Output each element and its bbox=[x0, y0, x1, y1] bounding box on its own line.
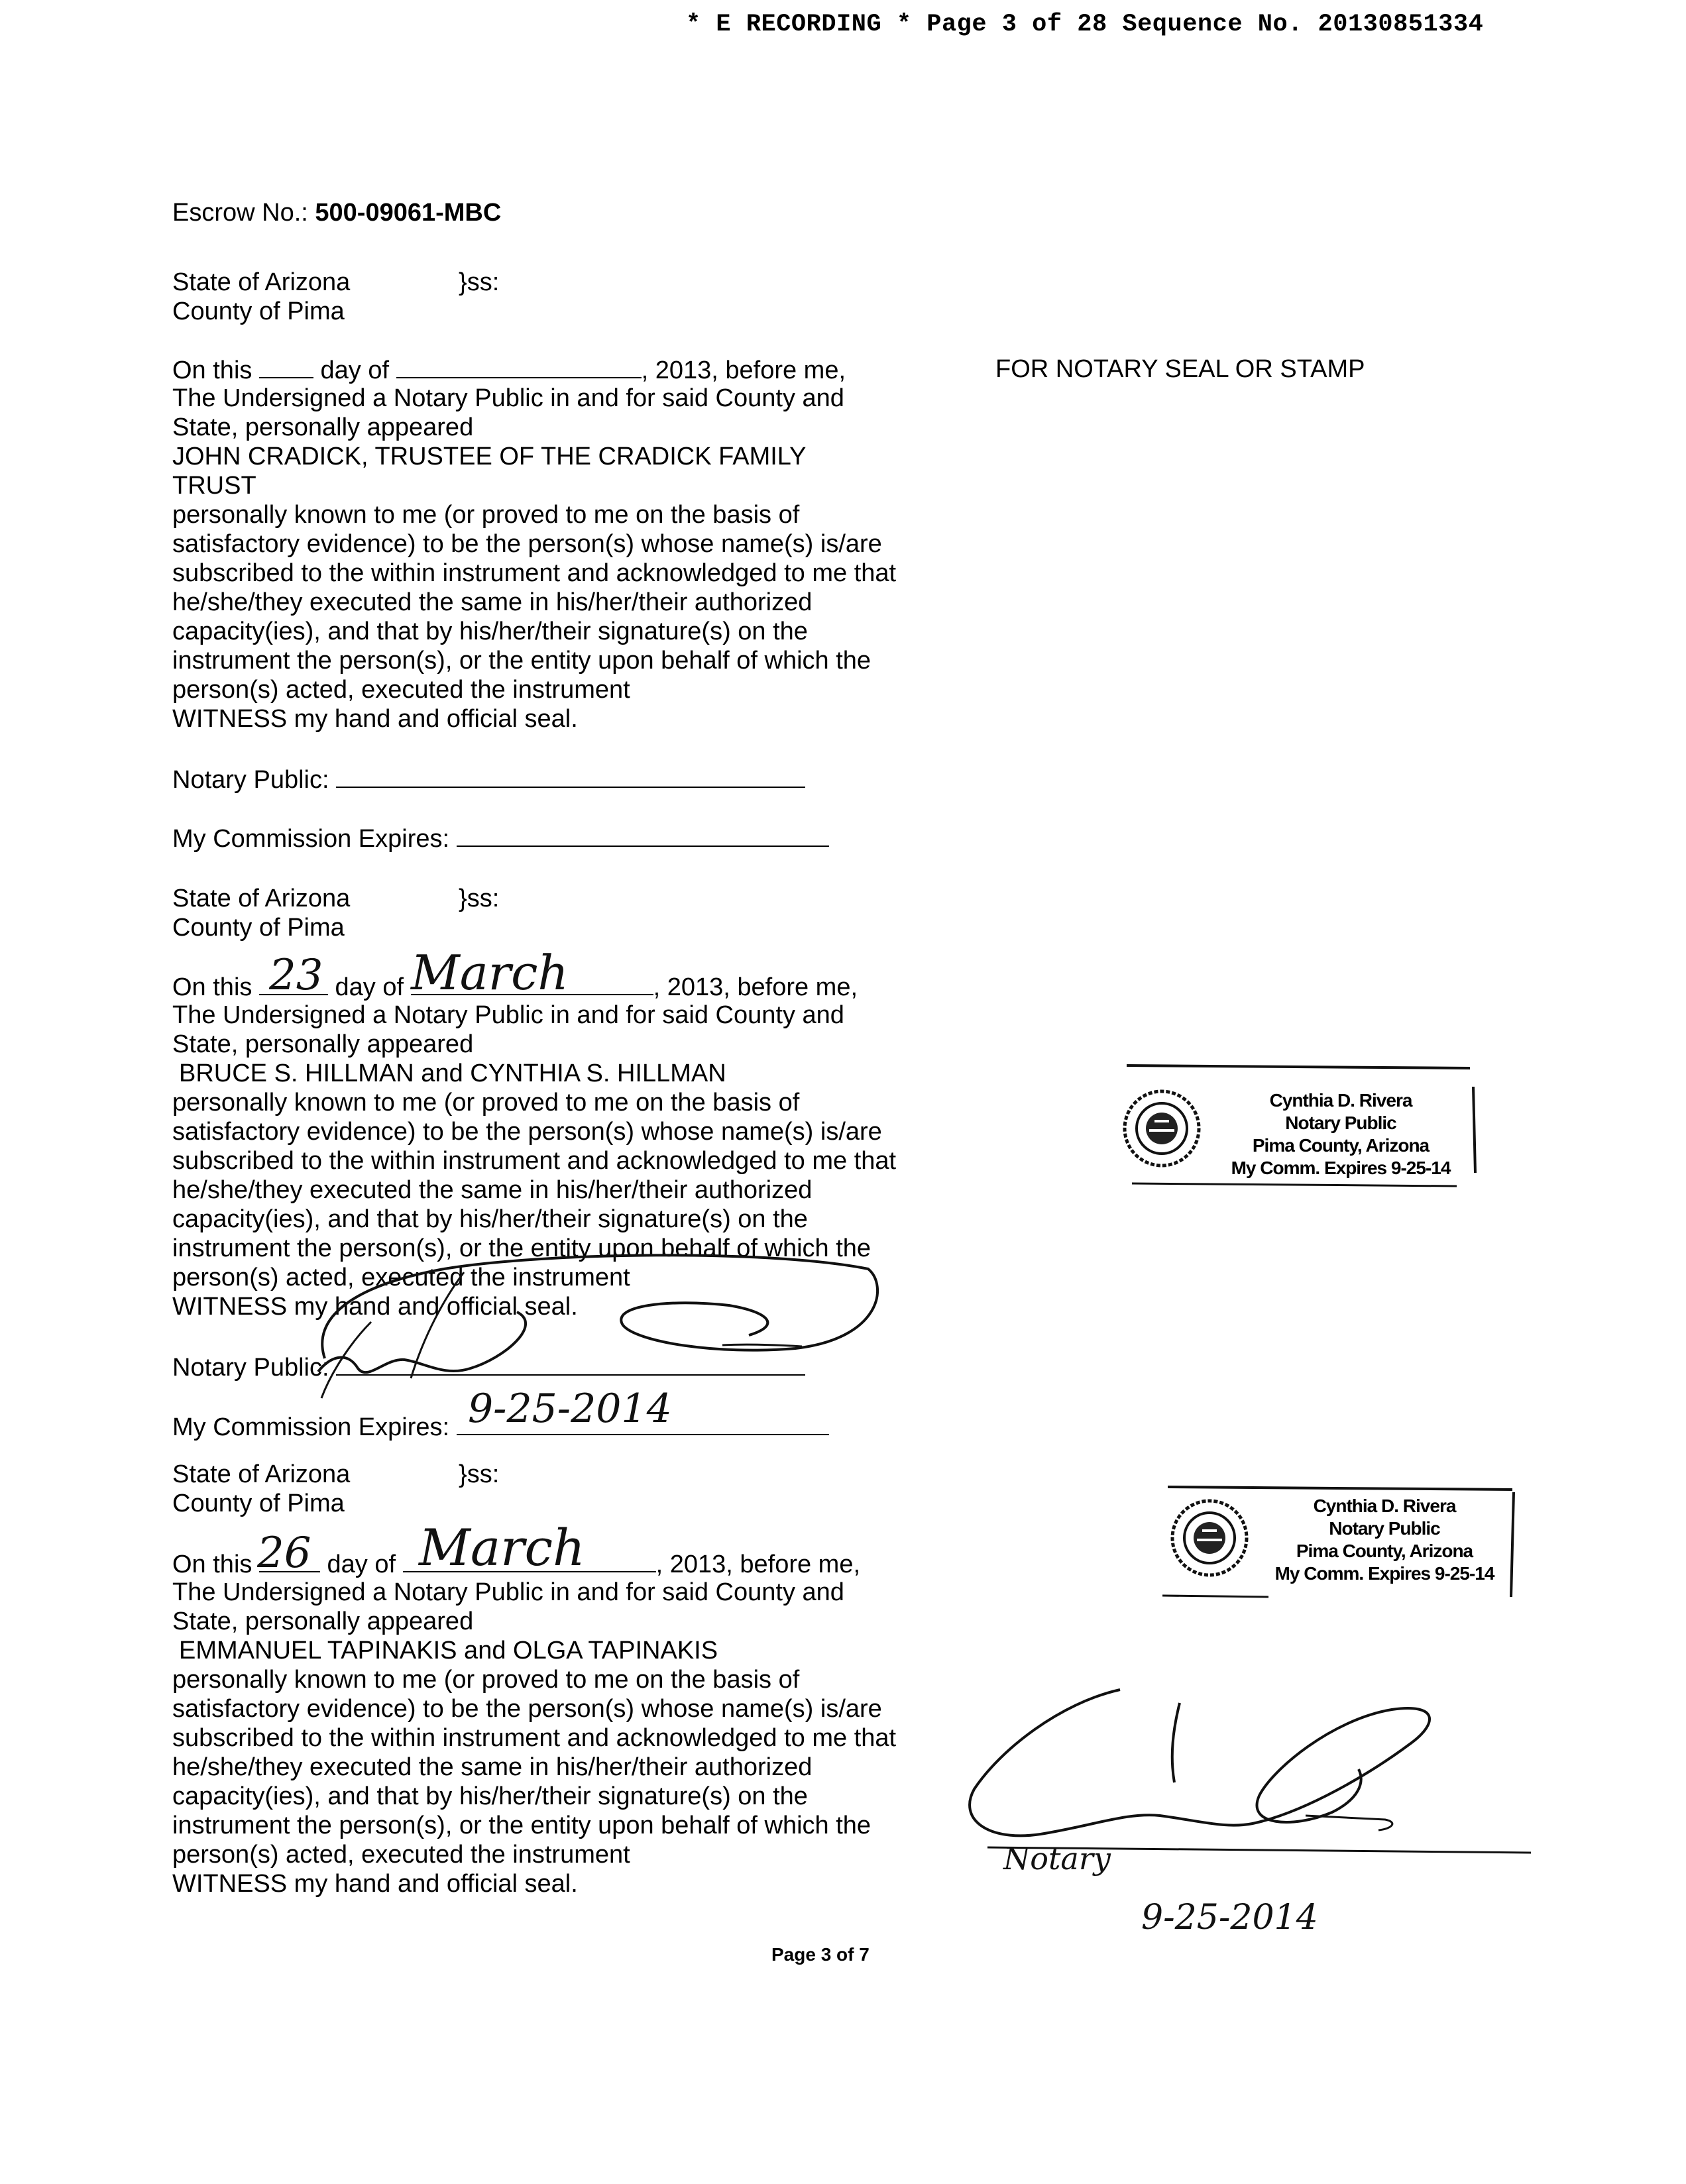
block3-witness: WITNESS my hand and official seal. bbox=[172, 1870, 578, 1898]
block2-para-6: instrument the person(s), or the entity upon behalf of which the bbox=[172, 1234, 871, 1262]
block3-para-3: subscribed to the within instrument and acknowledged to me that bbox=[172, 1724, 897, 1752]
block1-personally-appeared: State, personally appeared bbox=[172, 413, 474, 441]
block2-on-this: On this bbox=[172, 973, 253, 1001]
block2-day-handwritten: 23 bbox=[269, 951, 323, 1000]
block1-county: County of Pima bbox=[172, 298, 345, 325]
escrow-number: 500-09061-MBC bbox=[315, 199, 502, 227]
block1-para-7: person(s) acted, executed the instrument bbox=[172, 676, 630, 704]
stamp-1-line-3: Pima County, Arizona bbox=[1252, 1135, 1430, 1156]
escrow-label: Escrow No.: bbox=[172, 199, 308, 227]
block2-ss: }ss: bbox=[459, 885, 500, 912]
block2-witness: WITNESS my hand and official seal. bbox=[172, 1293, 578, 1321]
block2-para-2: satisfactory evidence) to be the person(s) whose name(s) is/are bbox=[172, 1118, 882, 1146]
block2-commission-label: My Commission Expires: bbox=[172, 1413, 450, 1441]
block2-notary-signature bbox=[292, 1206, 888, 1405]
stamp-2-seal-icon bbox=[1169, 1498, 1250, 1578]
block1-undersigned: The Undersigned a Notary Public in and for said County and bbox=[172, 384, 844, 412]
block2-names: BRUCE S. HILLMAN and CYNTHIA S. HILLMAN bbox=[179, 1060, 726, 1087]
block1-para-1: personally known to me (or proved to me on the basis of bbox=[172, 501, 800, 529]
block2-commission-handwritten: 9-25-2014 bbox=[468, 1386, 672, 1432]
block3-personally-appeared: State, personally appeared bbox=[172, 1608, 474, 1635]
stamp-1-seal-icon bbox=[1121, 1088, 1202, 1169]
block2-county: County of Pima bbox=[172, 914, 345, 942]
block3-county: County of Pima bbox=[172, 1490, 345, 1517]
block2-para-3: subscribed to the within instrument and acknowledged to me that bbox=[172, 1147, 897, 1175]
stamp-2-line-3: Pima County, Arizona bbox=[1296, 1541, 1473, 1561]
block3-notary-signature bbox=[961, 1663, 1557, 1862]
block2-para-1: personally known to me (or proved to me on the basis of bbox=[172, 1089, 800, 1117]
block3-undersigned: The Undersigned a Notary Public in and for said County and bbox=[172, 1578, 844, 1606]
block3-day-handwritten: 26 bbox=[257, 1529, 311, 1578]
block3-month-handwritten: March bbox=[419, 1518, 585, 1577]
block2-personally-appeared: State, personally appeared bbox=[172, 1030, 474, 1058]
block2-para-5: capacity(ies), and that by his/her/their signature(s) on the bbox=[172, 1205, 808, 1233]
block1-notary-public-label: Notary Public: bbox=[172, 766, 329, 794]
notary-stamp-2 bbox=[1156, 1478, 1527, 1604]
block3-para-6: instrument the person(s), or the entity upon behalf of which the bbox=[172, 1812, 871, 1839]
block3-para-2: satisfactory evidence) to be the person(s) whose name(s) is/are bbox=[172, 1695, 882, 1723]
seal-placeholder-label: FOR NOTARY SEAL OR STAMP bbox=[995, 355, 1365, 383]
block3-names: EMMANUEL TAPINAKIS and OLGA TAPINAKIS bbox=[179, 1637, 718, 1665]
block1-para-5: capacity(ies), and that by his/her/their signature(s) on the bbox=[172, 618, 808, 645]
block1-para-6: instrument the person(s), or the entity upon behalf of which the bbox=[172, 647, 871, 675]
block1-name-line-1: JOHN CRADICK, TRUSTEE OF THE CRADICK FAMILY bbox=[172, 443, 807, 470]
block1-notary-signature-blank bbox=[336, 764, 805, 788]
stamp-2-line-2: Notary Public bbox=[1329, 1518, 1440, 1539]
block1-month-blank bbox=[396, 355, 642, 378]
stamp-1-line-2: Notary Public bbox=[1285, 1113, 1396, 1133]
escrow-number-line bbox=[172, 198, 501, 227]
stamp-1-line-4: My Comm. Expires 9-25-14 bbox=[1231, 1158, 1451, 1178]
block3-on-this: On this bbox=[172, 1551, 253, 1578]
notary-stamp-1 bbox=[1112, 1060, 1483, 1189]
page-footer: Page 3 of 7 bbox=[771, 1944, 870, 1965]
block3-para-5: capacity(ies), and that by his/her/their signature(s) on the bbox=[172, 1782, 808, 1810]
block2-notary-public-label: Notary Public: bbox=[172, 1354, 329, 1382]
block2-year-before-me: , 2013, before me, bbox=[653, 973, 858, 1001]
block1-state: State of Arizona bbox=[172, 268, 351, 296]
block2-para-4: he/she/they executed the same in his/her/their authorized bbox=[172, 1176, 813, 1204]
block2-state: State of Arizona bbox=[172, 885, 351, 912]
block3-para-4: he/she/they executed the same in his/her/their authorized bbox=[172, 1753, 813, 1781]
block3-year-before-me: , 2013, before me, bbox=[655, 1551, 861, 1578]
stamp-2-text bbox=[1255, 1495, 1514, 1585]
block1-commission-label: My Commission Expires: bbox=[172, 825, 450, 853]
block3-ss: }ss: bbox=[459, 1460, 500, 1488]
block2-para-7: person(s) acted, executed the instrument bbox=[172, 1264, 630, 1291]
block3-state: State of Arizona bbox=[172, 1460, 351, 1488]
block1-day-blank bbox=[259, 355, 313, 378]
block1-commission-line bbox=[172, 823, 829, 853]
block3-para-7: person(s) acted, executed the instrument bbox=[172, 1841, 630, 1869]
block1-day-of: day of bbox=[320, 356, 390, 384]
block2-month-handwritten: March bbox=[411, 945, 569, 1001]
block1-date-line bbox=[172, 355, 846, 385]
block1-para-4: he/she/they executed the same in his/her/their authorized bbox=[172, 588, 813, 616]
block1-para-3: subscribed to the within instrument and acknowledged to me that bbox=[172, 559, 897, 587]
block1-notary-public-line bbox=[172, 764, 805, 794]
stamp-2-line-1: Cynthia D. Rivera bbox=[1313, 1496, 1456, 1516]
block3-date-handwritten: 9-25-2014 bbox=[1141, 1898, 1318, 1938]
block1-name-line-2: TRUST bbox=[172, 472, 256, 500]
block1-year-before-me: , 2013, before me, bbox=[641, 356, 846, 384]
block1-on-this: On this bbox=[172, 356, 253, 384]
block3-day-of: day of bbox=[327, 1551, 396, 1578]
stamp-2-line-4: My Comm. Expires 9-25-14 bbox=[1274, 1563, 1494, 1584]
block1-commission-blank bbox=[457, 823, 829, 847]
stamp-1-text bbox=[1211, 1089, 1470, 1179]
block3-para-1: personally known to me (or proved to me on the basis of bbox=[172, 1666, 800, 1694]
stamp-1-line-1: Cynthia D. Rivera bbox=[1269, 1090, 1412, 1111]
recording-header: * E RECORDING * Page 3 of 28 Sequence No. 20130851334 bbox=[686, 11, 1484, 38]
block1-para-2: satisfactory evidence) to be the person(s) whose name(s) is/are bbox=[172, 530, 882, 558]
block1-witness: WITNESS my hand and official seal. bbox=[172, 705, 578, 733]
block2-day-of: day of bbox=[335, 973, 404, 1001]
block3-notary-handwritten: Notary bbox=[1003, 1841, 1111, 1877]
block2-undersigned: The Undersigned a Notary Public in and for said County and bbox=[172, 1001, 844, 1029]
block1-ss: }ss: bbox=[459, 268, 500, 296]
